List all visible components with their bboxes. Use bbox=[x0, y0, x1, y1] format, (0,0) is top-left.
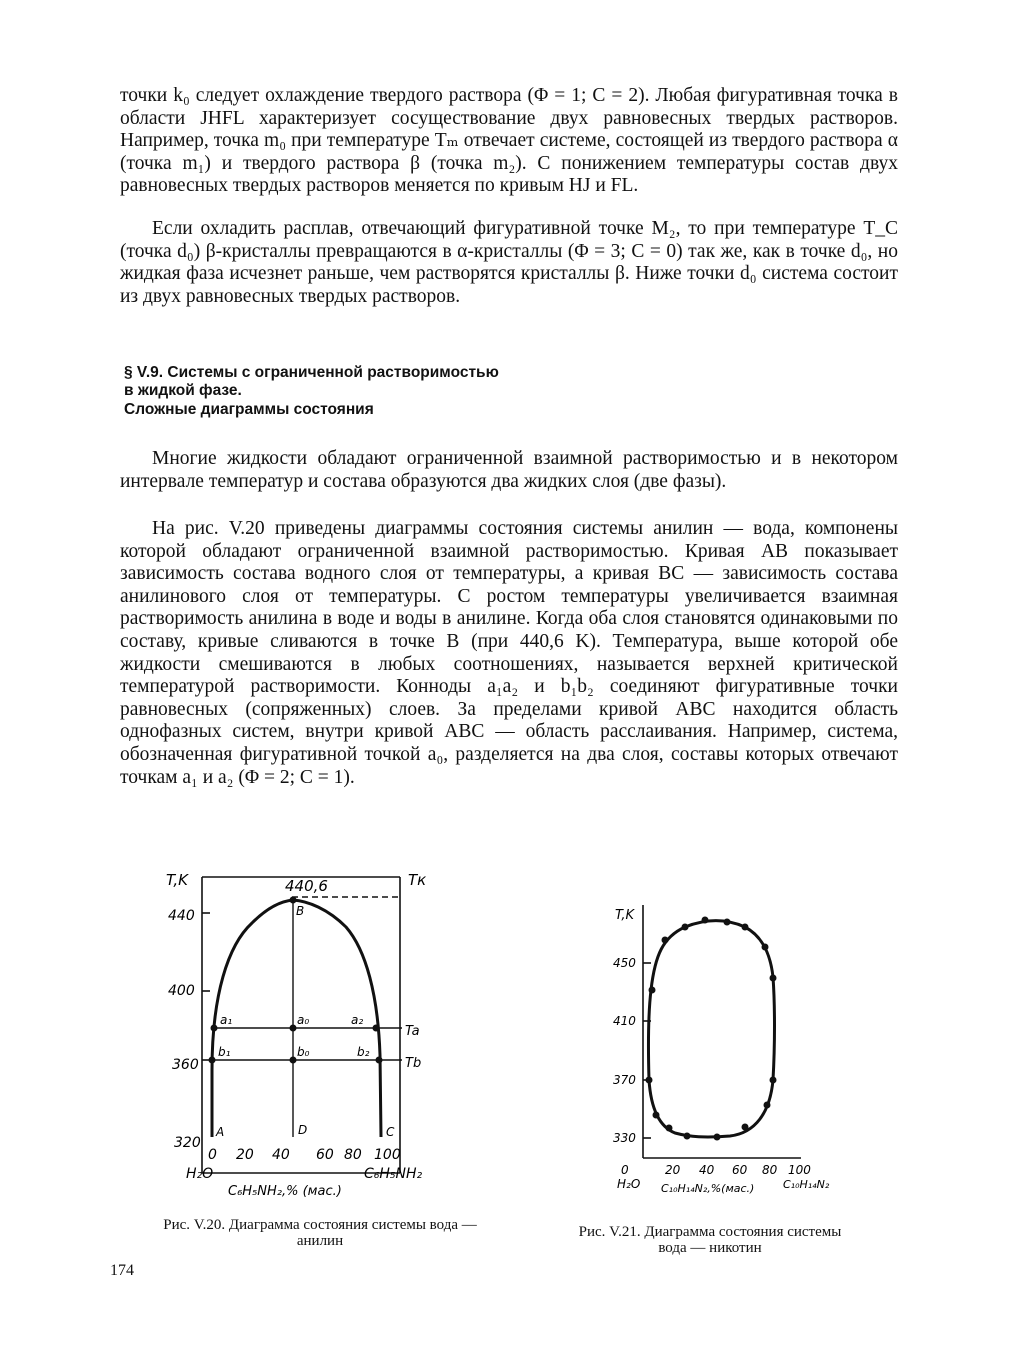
heading-line-1: § V.9. Системы с ограниченной растворимостью bbox=[124, 364, 499, 381]
fig1-x-tick-20: 20 bbox=[236, 1147, 254, 1163]
fig2-y-tick-450: 450 bbox=[613, 956, 636, 970]
fig1-label-b1: b₁ bbox=[218, 1045, 231, 1059]
figure-v20-caption: Рис. V.20. Диаграмма состояния системы вода — анилин bbox=[163, 1217, 477, 1249]
fig2-solubility-curve bbox=[648, 921, 774, 1137]
fig1-x-right-label: C₆H₅NH₂ bbox=[364, 1166, 423, 1182]
fig1-y-tick-440: 440 bbox=[168, 908, 195, 924]
fig1-point-a2 bbox=[373, 1025, 380, 1032]
fig2-x-tick-100: 100 bbox=[788, 1163, 811, 1177]
heading-line-3: Сложные диаграммы состояния bbox=[124, 401, 374, 418]
fig1-x-tick-0: 0 bbox=[208, 1147, 217, 1163]
paragraph-1: точки k₀ следует охлаждение твердого раствора (Φ = 1; C = 2). Любая фигуративная точка в области JHFL характеризует сосуществование двух равновесных твердых растворов. Например, точка m₀ при температуре Tₘ отвечает системе, состоящей из твердого раствора α (точка m₁) и твердого раствора β (точка m₂). С понижением температуры состав двух равновесных твердых растворов меняется по кривым HJ и FL. bbox=[120, 85, 898, 197]
fig1-point-a0 bbox=[290, 1025, 297, 1032]
fig1-label-tb: Tb bbox=[405, 1056, 422, 1071]
fig1-y-axis-label: T,K bbox=[166, 871, 188, 889]
fig1-y-tick-400: 400 bbox=[168, 983, 195, 999]
heading-line-2: в жидкой фазе. bbox=[124, 382, 242, 399]
fig1-label-a2: a₂ bbox=[351, 1013, 364, 1027]
fig1-point-b0 bbox=[290, 1057, 297, 1064]
fig2-x-tick-0: 0 bbox=[621, 1163, 629, 1177]
fig1-label-a0: a₀ bbox=[297, 1013, 310, 1027]
fig1-x-left-label: H₂O bbox=[186, 1166, 214, 1182]
fig1-label-b2: b₂ bbox=[357, 1045, 370, 1059]
fig1-label-a1: a₁ bbox=[220, 1013, 233, 1027]
page-number: 174 bbox=[110, 1262, 134, 1279]
fig1-point-b bbox=[290, 897, 297, 904]
figure-v21-caption: Рис. V.21. Диаграмма состояния системы вода — никотин bbox=[578, 1224, 842, 1256]
fig1-x-tick-100: 100 bbox=[374, 1147, 401, 1163]
section-heading bbox=[124, 362, 499, 420]
paragraph-2: Если охладить расплав, отвечающий фигуративной точке M₂, то при температуре T_C (точка d₀) β-кристаллы превращаются в α-кристаллы (Φ = 3; C = 0) так же, как в точке d₀, но жидкая фаза исчезнет раньше, чем растворятся кристаллы β. Ниже точки d₀ система состоит из двух равновесных твердых растворов. bbox=[120, 218, 898, 307]
fig1-label-a: A bbox=[216, 1125, 225, 1139]
fig1-point-a1 bbox=[211, 1025, 218, 1032]
paragraph-4: На рис. V.20 приведены диаграммы состояния системы анилин — вода, компонены которой обладают ограниченной взаимной растворимостью. Кривая AB показывает зависимость состава водного слоя от температуры, а кривая BC — зависимость состава анилинового слоя от температуры. С ростом температуры увеличивается взаимная растворимость анилина в воде и воды в анилине. Когда оба слоя становятся одинаковыми по составу, кривые сливаются в точке B (при 440,6 K). Температура, выше которой обе жидкости смешиваются в любых соотношениях, называется верхней критической температурой растворимости. Конноды a₁a₂ и b₁b₂ соединяют фигуративные точки равновесных (сопряженных) слоев. За пределами кривой ABC находится область однофазных систем, внутри кривой ABC — область расслаивания. Например, система, обозначенная фигуративной точкой a₀, разделяется на два слоя, составы которых отвечают точкам a₁ и a₂ (Φ = 2; C = 1). bbox=[120, 518, 898, 788]
fig1-label-ta: Ta bbox=[405, 1024, 420, 1039]
fig2-x-tick-20: 20 bbox=[665, 1163, 681, 1177]
figure-v21-diagram bbox=[605, 895, 845, 1195]
fig1-label-b: B bbox=[296, 904, 305, 918]
fig1-x-tick-80: 80 bbox=[344, 1147, 362, 1163]
fig1-label-b0: b₀ bbox=[297, 1045, 310, 1059]
fig2-y-axis-label: T,K bbox=[615, 908, 635, 923]
fig2-x-left-label: H₂O bbox=[617, 1177, 641, 1191]
fig1-y-tick-360: 360 bbox=[172, 1057, 199, 1073]
fig1-point-b1 bbox=[209, 1057, 216, 1064]
fig2-x-axis-label: C₁₀H₁₄N₂,%(мас.) bbox=[661, 1182, 755, 1195]
fig2-y-tick-330: 330 bbox=[613, 1131, 636, 1145]
fig2-points bbox=[646, 917, 777, 1141]
fig2-x-tick-40: 40 bbox=[699, 1163, 715, 1177]
fig1-x-axis-label: C₆H₅NH₂,% (мас.) bbox=[228, 1184, 342, 1199]
fig1-top-label: 440,6 bbox=[285, 877, 328, 895]
fig1-x-tick-60: 60 bbox=[316, 1147, 334, 1163]
fig1-label-c: C bbox=[386, 1125, 395, 1139]
fig2-y-tick-410: 410 bbox=[613, 1014, 636, 1028]
fig1-tk-label: Tк bbox=[408, 871, 427, 889]
fig1-label-d: D bbox=[298, 1123, 308, 1137]
fig2-x-right-label: C₁₀H₁₄N₂ bbox=[783, 1178, 830, 1191]
fig2-x-tick-80: 80 bbox=[762, 1163, 778, 1177]
fig1-x-tick-40: 40 bbox=[272, 1147, 290, 1163]
fig2-y-tick-370: 370 bbox=[613, 1073, 636, 1087]
fig1-y-tick-320: 320 bbox=[174, 1135, 201, 1151]
figure-v20-diagram bbox=[150, 865, 450, 1200]
fig1-point-b2 bbox=[376, 1057, 383, 1064]
fig2-x-tick-60: 60 bbox=[732, 1163, 748, 1177]
paragraph-3: Многие жидкости обладают ограниченной взаимной растворимостью и в некотором интервале температур и состава образуются два жидких слоя (две фазы). bbox=[120, 448, 898, 492]
